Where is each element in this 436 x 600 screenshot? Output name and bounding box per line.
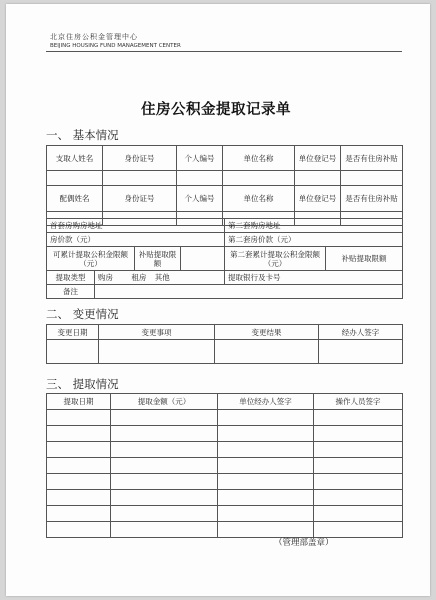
withdraw-amount-header: 提取金额（元） — [111, 394, 218, 410]
second-subsidy-limit-label: 补贴提取限额 — [326, 247, 403, 271]
withdrawal-row — [47, 442, 403, 458]
form-title: 住房公积金提取记录单 — [141, 102, 291, 118]
applicant-employer-reg-label: 单位登记号 — [295, 146, 341, 171]
withdrawal-row — [47, 490, 403, 506]
change-date-header: 变更日期 — [47, 325, 99, 340]
withdrawal-row — [47, 458, 403, 474]
applicant-name-cell[interactable] — [47, 171, 103, 186]
header-rule — [46, 51, 402, 52]
price-row — [47, 233, 403, 247]
change-table — [46, 324, 403, 364]
second-house-price-label: 第二套房价款（元） — [228, 235, 296, 244]
remarks-cell[interactable] — [95, 285, 403, 299]
section1-heading: 一、 基本情况 — [46, 128, 119, 142]
form-page — [6, 4, 430, 596]
applicant-employer-cell[interactable] — [223, 171, 295, 186]
second-address-label: 第二套购房地址 — [228, 221, 281, 230]
change-row — [47, 340, 403, 364]
org-name-cn: 北京住房公积金管理中心 — [50, 33, 138, 41]
applicant-id-label: 身份证号 — [103, 146, 177, 171]
house-price-label: 房价款（元） — [50, 235, 95, 244]
applicant-personal-no-label: 个人编号 — [177, 146, 223, 171]
section3-heading: 三、 提取情况 — [46, 377, 119, 391]
withdrawal-row — [47, 474, 403, 490]
house-price-field[interactable] — [47, 233, 225, 247]
withdraw-type-row — [47, 271, 403, 285]
applicant-employer-reg-cell[interactable] — [295, 171, 341, 186]
type-other-option[interactable]: 其他 — [154, 273, 170, 282]
spouse-employer-label: 单位名称 — [223, 186, 295, 212]
withdrawal-table — [46, 393, 403, 538]
cumulative-limit-label: 可累计提取公积金限额（元） — [47, 247, 135, 271]
applicant-subsidy-label: 是否有住房补贴 — [341, 146, 403, 171]
change-item-header: 变更事项 — [99, 325, 215, 340]
bank-card-label: 提取银行及卡号 — [228, 273, 281, 282]
spouse-subsidy-label: 是否有住房补贴 — [341, 186, 403, 212]
spouse-employer-reg-label: 单位登记号 — [295, 186, 341, 212]
spouse-header-row — [47, 186, 403, 212]
applicant-personal-no-cell[interactable] — [177, 171, 223, 186]
change-result-header: 变更结果 — [215, 325, 319, 340]
first-address-label: 首套房购房地址 — [50, 221, 103, 230]
withdrawal-row — [47, 506, 403, 522]
remarks-label: 备注 — [47, 285, 95, 299]
type-rent-option[interactable]: 租房 — [131, 273, 147, 282]
section2-heading: 二、 变更情况 — [46, 307, 119, 321]
change-handler-cell[interactable] — [319, 340, 403, 364]
applicant-name-label: 支取人姓名 — [47, 146, 103, 171]
operator-header: 操作人员签字 — [314, 394, 403, 410]
change-item-cell[interactable] — [99, 340, 215, 364]
change-date-cell[interactable] — [47, 340, 99, 364]
applicant-subsidy-cell[interactable] — [341, 171, 403, 186]
type-buy-option[interactable]: 购房 — [98, 273, 113, 282]
spouse-name-label: 配偶姓名 — [47, 186, 103, 212]
second-cumulative-limit-label: 第二套累计提取公积金限额（元） — [225, 247, 326, 271]
withdraw-type-options — [95, 271, 225, 285]
bank-card-field[interactable] — [225, 271, 403, 285]
applicant-header-row — [47, 146, 403, 171]
applicant-employer-label: 单位名称 — [223, 146, 295, 171]
withdrawal-header-row — [47, 394, 403, 410]
first-address-field[interactable] — [47, 219, 225, 233]
remarks-row — [47, 285, 403, 299]
change-header-row — [47, 325, 403, 340]
withdraw-date-header: 提取日期 — [47, 394, 111, 410]
change-result-cell[interactable] — [215, 340, 319, 364]
withdrawal-row — [47, 410, 403, 426]
spouse-id-label: 身份证号 — [103, 186, 177, 212]
basic-info-table-bottom — [46, 218, 403, 299]
employer-handler-header: 单位经办人签字 — [218, 394, 314, 410]
limit-row — [47, 247, 403, 271]
second-address-field[interactable] — [225, 219, 403, 233]
org-name-en: BEIJING HOUSING FUND MANAGEMENT CENTER — [50, 43, 181, 49]
subsidy-limit-cell[interactable] — [181, 247, 225, 271]
change-handler-header: 经办人签字 — [319, 325, 403, 340]
subsidy-limit-label: 补贴提取限额 — [135, 247, 181, 271]
applicant-id-cell[interactable] — [103, 171, 177, 186]
applicant-value-row — [47, 171, 403, 186]
basic-info-table-top — [46, 145, 403, 226]
withdraw-type-label: 提取类型 — [47, 271, 95, 285]
withdrawal-row — [47, 522, 403, 538]
seal-note: （管理部盖章） — [274, 538, 334, 548]
spouse-personal-no-label: 个人编号 — [177, 186, 223, 212]
withdrawal-row — [47, 426, 403, 442]
second-house-price-field[interactable] — [225, 233, 403, 247]
address-row — [47, 219, 403, 233]
